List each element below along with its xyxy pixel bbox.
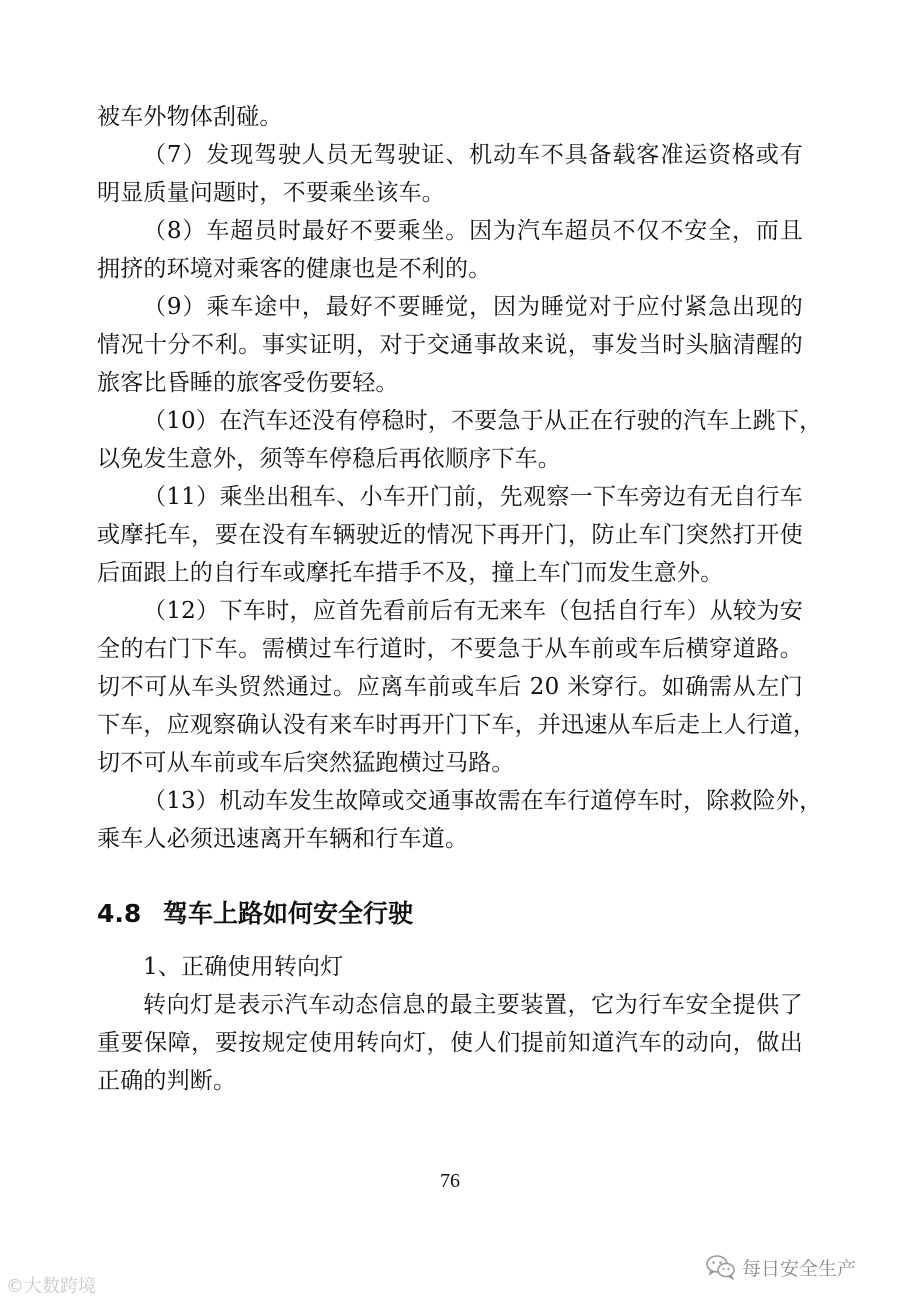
text-line: 以免发生意外，须等车停稳后再依顺序下车。 (97, 446, 561, 472)
paragraph-13 (97, 782, 823, 858)
watermark-left: ©大数跨境 (6, 1276, 96, 1297)
section-paragraph (97, 986, 803, 1100)
paragraph-8 (97, 212, 803, 288)
text-line: 被车外物体刮碰。 (97, 104, 283, 130)
section-heading (97, 886, 803, 942)
watermark-right (706, 1252, 856, 1282)
paragraph-12 (97, 592, 817, 782)
text-line: 旅客比昏睡的旅客受伤要轻。 (97, 370, 399, 396)
paragraph-11 (97, 478, 803, 592)
text-line: 下车，应观察确认没有来车时再开门下车，并迅速从车后走上人行道， (97, 712, 817, 738)
text-line: 情况十分不利。事实证明，对于交通事故来说，事发当时头脑清醒的 (97, 332, 803, 358)
section-title: 驾车上路如何安全行驶 (163, 899, 414, 928)
text-line: （11）乘坐出租车、小车开门前，先观察一下车旁边有无自行车 (143, 484, 803, 510)
text-line: 乘车人必须迅速离开车辆和行车道。 (97, 826, 469, 852)
paragraph (97, 98, 803, 136)
text-line: 转向灯是表示汽车动态信息的最主要装置，它为行车安全提供了 (143, 992, 803, 1018)
text-line: 明显质量问题时，不要乘坐该车。 (97, 180, 445, 206)
subsection-title: 1、正确使用转向灯 (143, 954, 344, 980)
text-line: 拥挤的环境对乘客的健康也是不利的。 (97, 256, 492, 282)
text-line: （8）车超员时最好不要乘坐。因为汽车超员不仅不安全，而且 (143, 218, 803, 244)
text-line: （13）机动车发生故障或交通事故需在车行道停车时，除救险外， (143, 788, 823, 814)
section-number: 4.8 (97, 899, 142, 928)
watermark-right-text: 每日安全生产 (742, 1257, 857, 1280)
wechat-icon (706, 1254, 736, 1280)
page-number: 76 (440, 1170, 460, 1192)
text-line: 全的右门下车。需横过车行道时，不要急于从车前或车后横穿道路。 (97, 636, 803, 662)
text-line: 或摩托车，要在没有车辆驶近的情况下再开门，防止车门突然打开使 (97, 522, 803, 548)
text-line: 切不可从车前或车后突然猛跑横过马路。 (97, 750, 515, 776)
text-line: （7）发现驾驶人员无驾驶证、机动车不具备载客准运资格或有 (143, 142, 803, 168)
text-line: 后面跟上的自行车或摩托车措手不及，撞上车门而发生意外。 (97, 560, 724, 586)
text-line: （10）在汽车还没有停稳时，不要急于从正在行驶的汽车上跳下， (143, 408, 823, 434)
paragraph-10 (97, 402, 823, 478)
text-line: （9）乘车途中，最好不要睡觉，因为睡觉对于应付紧急出现的 (143, 294, 803, 320)
page-content (97, 98, 823, 1100)
text-line: 正确的判断。 (97, 1068, 237, 1094)
paragraph-9 (97, 288, 803, 402)
text-line: 重要保障，要按规定使用转向灯，使人们提前知道汽车的动向，做出 (97, 1030, 803, 1056)
text-line: 切不可从车头贸然通过。应离车前或车后 20 米穿行。如确需从左门 (97, 674, 803, 700)
text-line: （12）下车时，应首先看前后有无来车（包括自行车）从较为安 (143, 598, 803, 624)
paragraph-7 (97, 136, 803, 212)
